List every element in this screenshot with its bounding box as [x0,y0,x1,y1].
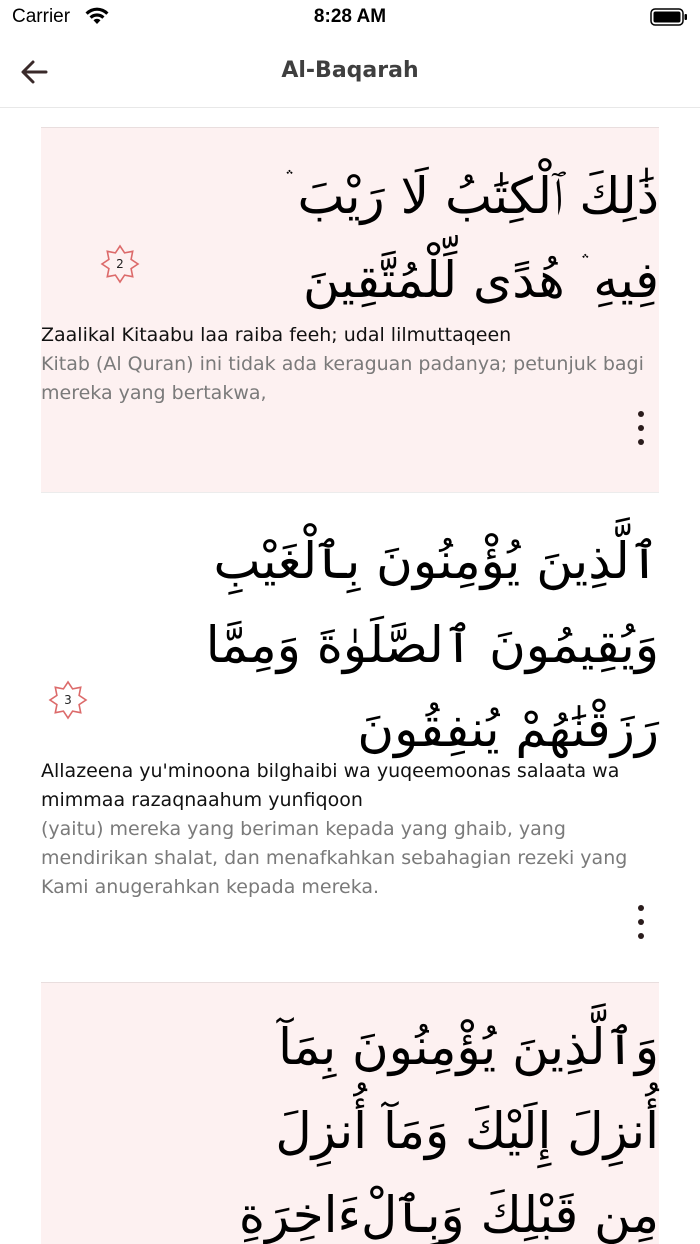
verse-number: 3 [64,693,72,707]
verse-card [41,982,659,1244]
translation-text: Kitab (Al Quran) ini tidak ada keraguan padanya; petunjuk bagi mereka yang bertakwa, [41,353,644,404]
transliteration-text: Zaalikal Kitaabu laa raiba feeh; udal lilmuttaqeen [41,324,512,346]
arabic-line: أُنزِلَ إِلَيْكَ وَمَآ أُنزِلَ [275,1102,659,1160]
arabic-line: ذَٰلِكَ ٱلْكِتَٰبُ لَا رَيْبَ ۛ [285,167,659,225]
verse-number-badge [100,244,140,284]
arabic-line: وَيُقِيمُونَ ٱلصَّلَوٰةَ وَمِمَّا [205,616,659,674]
verse-card [41,492,659,982]
status-time: 8:28 AM [313,6,387,27]
more-dots-icon [638,411,644,417]
battery-icon [650,8,688,26]
carrier-label: Carrier [12,6,71,27]
arabic-text [59,1005,659,1244]
arabic-line: مِن قَبْلِكَ وَبِٱلْءَاخِرَةِ [238,1186,659,1244]
more-dots-icon [638,905,644,911]
verse-card [41,127,659,492]
arabic-line: وَٱلَّذِينَ يُؤْمِنُونَ بِمَآ [278,1018,659,1076]
arabic-line: رَزَقْنَٰهُمْ يُنفِقُونَ [357,700,659,758]
verse-number: 2 [116,257,124,271]
status-bar [0,0,700,36]
page-title: Al-Baqarah [281,58,419,83]
arabic-line: ٱلَّذِينَ يُؤْمِنُونَ بِٱلْغَيْبِ [213,532,659,590]
transliteration-text: Allazeena yu'minoona bilghaibi wa yuqeemoonas salaata wa mimmaa razaqnaahum yunfiqoon [41,760,620,811]
more-options-button[interactable] [633,905,649,939]
verse-number-badge [48,680,88,720]
verse-list[interactable] [0,108,700,1244]
arabic-text [49,519,659,771]
nav-bar [0,36,700,108]
arabic-line: فِيهِ ۛ هُدًى لِّلْمُتَّقِينَ [302,251,659,309]
arabic-text [59,154,659,322]
more-options-button[interactable] [633,411,649,445]
translation-text: (yaitu) mereka yang beriman kepada yang ghaib, yang mendirikan shalat, dan menafkahkan sebahagian rezeki yang Kami anugerahkan kepada mereka. [41,818,628,898]
